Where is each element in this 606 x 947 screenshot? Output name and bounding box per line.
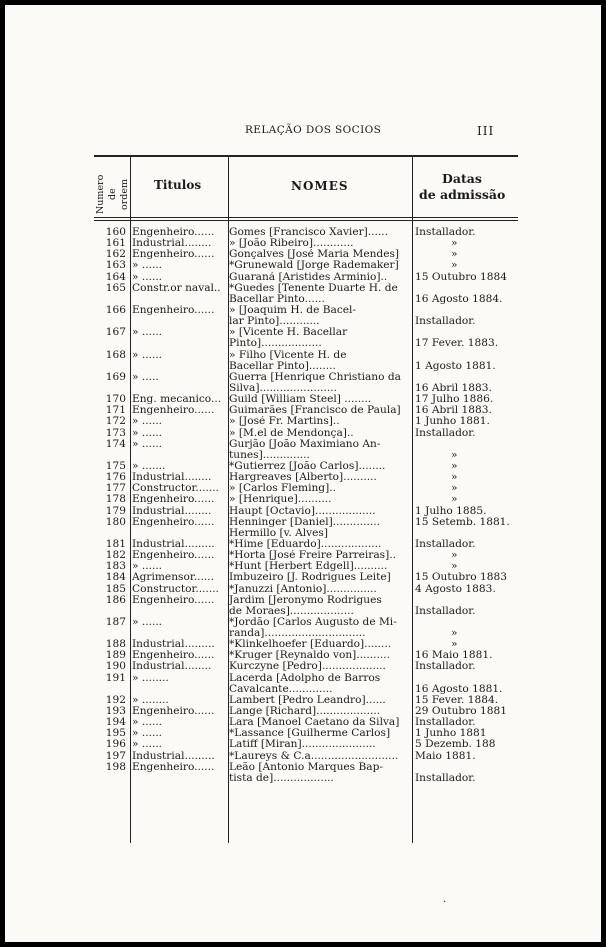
- member-name: Imbuzeiro [J. Rodrigues Leite]: [229, 572, 391, 584]
- member-number: 172: [105, 415, 126, 428]
- table-row: [5, 361, 601, 372]
- member-title: Engenheiro......: [132, 650, 215, 662]
- member-title: » ......: [132, 438, 163, 450]
- admission-date: 16 Abril 1883.: [415, 382, 492, 394]
- member-name: *Januzzi [Antonio]...............: [229, 583, 377, 595]
- admission-date: »: [451, 494, 458, 506]
- member-title: » ......: [132, 349, 163, 361]
- member-title: » ......: [132, 616, 163, 628]
- table-row: [5, 584, 601, 595]
- table-row: [5, 394, 601, 405]
- table-row: [5, 550, 601, 561]
- member-number: 194: [105, 716, 126, 729]
- member-title: Eng. mecanico...: [132, 394, 222, 406]
- table-row: [5, 517, 601, 528]
- member-name: Guaraná [Aristides Arminio]..: [229, 271, 388, 283]
- table-row: [5, 472, 601, 483]
- member-name: » Filho [Vicente H. de: [229, 349, 347, 361]
- member-number: 162: [105, 248, 126, 261]
- admission-date: 4 Agosto 1883.: [415, 583, 496, 595]
- member-name: *Hime [Eduardo]..................: [229, 538, 382, 550]
- member-name: Hermillo [v. Alves]: [229, 527, 328, 539]
- member-title: Engenheiro......: [132, 405, 215, 417]
- member-number: 197: [105, 749, 126, 762]
- admission-date: »: [451, 249, 458, 261]
- document-page: [5, 5, 601, 942]
- admission-date: »: [451, 483, 458, 495]
- admission-date: Maio 1881.: [415, 750, 476, 762]
- table-row: [5, 272, 601, 283]
- admission-date: Installador.: [415, 661, 476, 673]
- header-title: RELAÇÃO DOS SOCIOS: [245, 124, 382, 136]
- page-number: III: [477, 124, 495, 138]
- member-title: » ......: [132, 728, 163, 740]
- member-name: Kurczyne [Pedro]...................: [229, 661, 386, 673]
- table-row: [5, 617, 601, 628]
- names-column-header: NOMES: [291, 179, 349, 193]
- member-title: Industrial.........: [132, 639, 215, 651]
- member-name: Lacerda [Adolpho de Barros: [229, 672, 381, 684]
- table-row: [5, 706, 601, 717]
- table-row: [5, 227, 601, 238]
- table-row: [5, 350, 601, 361]
- admission-date: 17 Fever. 1883.: [415, 338, 499, 350]
- member-title: Constructor.......: [132, 483, 219, 495]
- admission-date: 16 Abril 1883.: [415, 405, 492, 417]
- table-row: [5, 260, 601, 271]
- member-number: 161: [105, 237, 126, 250]
- admission-date: 15 Outubro 1883: [415, 572, 507, 584]
- admission-date: 15 Fever. 1884.: [415, 694, 499, 706]
- table-row: [5, 494, 601, 505]
- member-number: 191: [105, 671, 126, 684]
- member-name: Jardim [Jeronymo Rodrigues: [229, 594, 382, 606]
- table-row: [5, 572, 601, 583]
- member-name: *Hunt [Herbert Edgell]..........: [229, 561, 388, 573]
- member-name: *Jordão [Carlos Augusto de Mi-: [229, 616, 397, 628]
- member-name: Bacellar Pinto......: [229, 293, 325, 305]
- member-title: Engenheiro......: [132, 516, 215, 528]
- table-row: [5, 661, 601, 672]
- admission-date: »: [451, 639, 458, 651]
- admission-date: 17 Julho 1886.: [415, 394, 494, 406]
- member-title: » ........: [132, 672, 169, 684]
- table-row: [5, 528, 601, 539]
- member-number: 195: [105, 727, 126, 740]
- member-title: » ......: [132, 739, 163, 751]
- member-number: 190: [105, 660, 126, 673]
- admission-date: »: [451, 472, 458, 484]
- table-row: [5, 751, 601, 762]
- member-title: Industrial.........: [132, 538, 215, 550]
- table-row: [5, 595, 601, 606]
- table-row: [5, 283, 601, 294]
- member-number: 181: [105, 537, 126, 550]
- member-number: 177: [105, 482, 126, 495]
- member-title: » ......: [132, 271, 163, 283]
- member-name: » [Joaquim H. de Bacel-: [229, 304, 356, 316]
- member-number: 185: [105, 582, 126, 595]
- member-number: 187: [105, 615, 126, 628]
- member-name: Hargreaves [Alberto]..........: [229, 472, 377, 484]
- member-number: 193: [105, 705, 126, 718]
- member-name: tista de]..................: [229, 772, 334, 784]
- member-number: 166: [105, 303, 126, 316]
- member-name: Pinto]..................: [229, 338, 322, 350]
- table-row: [5, 450, 601, 461]
- table-row: [5, 383, 601, 394]
- admission-date: 1 Junho 1881: [415, 728, 487, 740]
- member-number: 183: [105, 560, 126, 573]
- admission-date: Installador.: [415, 427, 476, 439]
- member-title: Industrial........: [132, 661, 212, 673]
- admission-date: »: [451, 561, 458, 573]
- member-name: Gurjão [João Maximiano An-: [229, 438, 381, 450]
- member-number: 170: [105, 393, 126, 406]
- member-name: Lambert [Pedro Leandro]......: [229, 694, 386, 706]
- member-name: Guerra [Henrique Christiano da: [229, 371, 401, 383]
- ink-mark: ·: [443, 897, 447, 908]
- dates-column-header-line-1: Datas: [442, 171, 482, 186]
- member-number: 175: [105, 459, 126, 472]
- admission-date: 15 Setemb. 1881.: [415, 516, 510, 528]
- admission-date: 29 Outubro 1881: [415, 706, 507, 718]
- member-title: Industrial........: [132, 505, 212, 517]
- member-name: » [Henrique]..........: [229, 494, 332, 506]
- member-name: de Moraes]...................: [229, 605, 354, 617]
- table-row: [5, 294, 601, 305]
- table-row: [5, 739, 601, 750]
- table-row: [5, 416, 601, 427]
- table-row: [5, 717, 601, 728]
- admission-date: 16 Agosto 1884.: [415, 293, 503, 305]
- admission-date: »: [451, 449, 458, 461]
- member-number: 198: [105, 760, 126, 773]
- member-name: Lara [Manoel Caetano da Silva]: [229, 717, 400, 729]
- admission-date: 16 Agosto 1881.: [415, 683, 503, 695]
- table-row: [5, 316, 601, 327]
- table-row: [5, 428, 601, 439]
- table-row: [5, 405, 601, 416]
- number-header-line-3: ordem: [119, 179, 130, 210]
- table-row: [5, 338, 601, 349]
- member-title: » ......: [132, 260, 163, 272]
- member-name: *Gutierrez [João Carlos]........: [229, 460, 386, 472]
- table-row: [5, 249, 601, 260]
- member-title: Engenheiro......: [132, 706, 215, 718]
- member-number: 196: [105, 738, 126, 751]
- admission-date: Installador.: [415, 605, 476, 617]
- number-column-header: [92, 156, 134, 216]
- table-row: [5, 561, 601, 572]
- titles-column-header: Titulos: [154, 178, 202, 192]
- member-title: » ......: [132, 561, 163, 573]
- member-name: » [João Ribeiro]............: [229, 238, 354, 250]
- table-row: [5, 673, 601, 684]
- member-name: Gonçalves [José Maria Mendes]: [229, 249, 400, 261]
- member-number: 167: [105, 326, 126, 339]
- member-title: Engenheiro......: [132, 494, 215, 506]
- member-title: Engenheiro......: [132, 304, 215, 316]
- table-row: [5, 238, 601, 249]
- admission-date: Installador.: [415, 717, 476, 729]
- member-title: Agrimensor......: [132, 572, 214, 584]
- member-number: 188: [105, 638, 126, 651]
- table-row: [5, 628, 601, 639]
- member-name: Haupt [Octavio]..................: [229, 505, 376, 517]
- member-number: 180: [105, 515, 126, 528]
- member-name: *Grunewald [Jorge Rademaker]: [229, 260, 399, 272]
- table-row: [5, 773, 601, 784]
- member-number: 179: [105, 504, 126, 517]
- table-row: [5, 728, 601, 739]
- table-row: [5, 650, 601, 661]
- admission-date: Installador.: [415, 227, 476, 238]
- dates-column-header-line-2: de admissão: [419, 187, 506, 202]
- table-row: [5, 483, 601, 494]
- table-row: [5, 762, 601, 773]
- admission-date: 15 Outubro 1884: [415, 271, 507, 283]
- member-title: Industrial........: [132, 238, 212, 250]
- table-row: [5, 327, 601, 338]
- member-name: *Laureys & C.a..........................: [229, 750, 399, 762]
- admission-date: 1 Julho 1885.: [415, 505, 487, 517]
- member-name: Gomes [Francisco Xavier]......: [229, 227, 388, 238]
- admission-date: »: [451, 628, 458, 640]
- member-title: Engenheiro......: [132, 249, 215, 261]
- member-title: » ......: [132, 717, 163, 729]
- member-name: *Kruger [Reynaldo von]..........: [229, 650, 390, 662]
- member-name: Cavalcante.............: [229, 683, 333, 695]
- member-number: 160: [105, 226, 126, 238]
- member-name: Bacellar Pinto]........: [229, 360, 336, 372]
- table-row: [5, 439, 601, 450]
- member-name: *Klinkelhoefer [Eduardo]........: [229, 639, 392, 651]
- table-row: [5, 372, 601, 383]
- admission-date: 5 Dezemb. 188: [415, 739, 496, 751]
- table-row: [5, 506, 601, 517]
- admission-date: 1 Agosto 1881.: [415, 360, 496, 372]
- member-name: Henninger [Daniel]..............: [229, 516, 380, 528]
- table-row: [5, 684, 601, 695]
- member-name: » [José Fr. Martins]..: [229, 416, 340, 428]
- member-title: Industrial........: [132, 472, 212, 484]
- member-number: 182: [105, 549, 126, 562]
- member-number: 189: [105, 649, 126, 662]
- table-top-rule: [94, 155, 518, 157]
- table-row: [5, 606, 601, 617]
- member-title: Engenheiro......: [132, 761, 215, 773]
- member-number: 174: [105, 437, 126, 450]
- admission-date: 16 Maio 1881.: [415, 650, 493, 662]
- member-title: » ......: [132, 427, 163, 439]
- admission-date: »: [451, 260, 458, 272]
- member-title: Industrial.........: [132, 750, 215, 762]
- table-row: [5, 461, 601, 472]
- member-name: *Guedes [Tenente Duarte H. de: [229, 282, 398, 294]
- member-number: 186: [105, 593, 126, 606]
- table-row: [5, 695, 601, 706]
- member-title: » .....: [132, 371, 159, 383]
- number-header-line-2: de: [107, 188, 118, 200]
- member-name: Guild [William Steel] ........: [229, 394, 372, 406]
- member-number: 173: [105, 426, 126, 439]
- member-name: » [Vicente H. Bacellar: [229, 327, 348, 339]
- member-title: » ........: [132, 694, 169, 706]
- member-name: *Horta [José Freire Parreiras]..: [229, 550, 396, 562]
- table-row: [5, 539, 601, 550]
- member-name: *Lassance [Guilherme Carlos]: [229, 728, 391, 740]
- member-title: » ......: [132, 416, 163, 428]
- member-name: » [Carlos Fleming]..: [229, 483, 336, 495]
- header-rule-2: [94, 220, 518, 221]
- member-name: randa]..............................: [229, 628, 366, 640]
- admission-date: Installador.: [415, 772, 476, 784]
- member-title: » ......: [132, 327, 163, 339]
- member-number: 184: [105, 571, 126, 584]
- member-number: 169: [105, 370, 126, 383]
- member-title: Constr.or naval..: [132, 282, 221, 294]
- member-title: Engenheiro......: [132, 594, 215, 606]
- header-rule-1: [94, 217, 518, 218]
- member-title: » .......: [132, 460, 166, 472]
- member-title: Engenheiro......: [132, 227, 215, 238]
- member-name: Silva].......................: [229, 382, 337, 394]
- member-title: Constructor.......: [132, 583, 219, 595]
- admission-date: »: [451, 550, 458, 562]
- member-number: 176: [105, 471, 126, 484]
- member-name: Latiff [Miran]......................: [229, 739, 376, 751]
- member-name: Guimarães [Francisco de Paula]: [229, 405, 401, 417]
- member-name: Lange [Richard]...................: [229, 706, 381, 718]
- admission-date: 1 Junho 1881.: [415, 416, 490, 428]
- table-row: [5, 639, 601, 650]
- member-name: Leão [Antonio Marques Bap-: [229, 761, 383, 773]
- admission-date: Installador.: [415, 538, 476, 550]
- member-name: tunes]..............: [229, 449, 310, 461]
- number-header-line-1: Numero: [95, 174, 106, 214]
- admission-date: »: [451, 238, 458, 250]
- member-name: » [M.el de Mendonça]..: [229, 427, 354, 439]
- member-list: [5, 227, 601, 784]
- member-number: 168: [105, 348, 126, 361]
- member-number: 192: [105, 693, 126, 706]
- member-number: 171: [105, 404, 126, 417]
- member-name: lar Pinto]............: [229, 316, 320, 328]
- admission-date: »: [451, 460, 458, 472]
- table-row: [5, 305, 601, 316]
- member-number: 178: [105, 493, 126, 506]
- member-number: 164: [105, 270, 126, 283]
- member-number: 165: [105, 281, 126, 294]
- member-title: Engenheiro......: [132, 550, 215, 562]
- admission-date: Installador.: [415, 316, 476, 328]
- member-number: 163: [105, 259, 126, 272]
